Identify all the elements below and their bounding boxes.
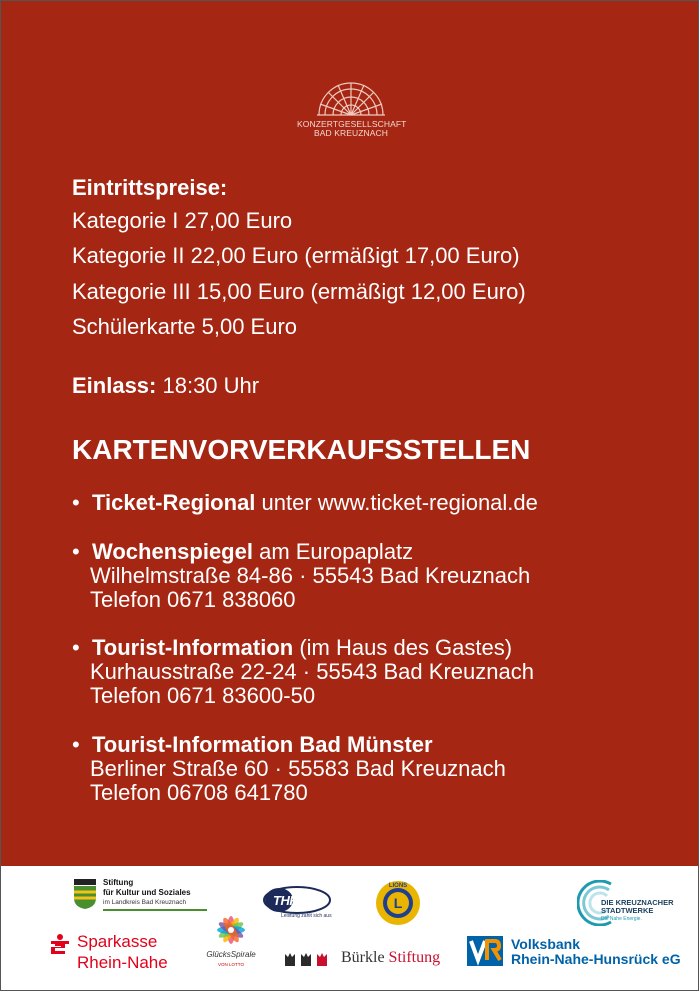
thress-wordmark [273,893,323,908]
konzertgesellschaft-logo-icon [311,69,391,121]
sponsor-bar [1,866,698,990]
info-panel [1,1,698,866]
sparkasse-s-icon [49,934,71,954]
outlet-name: Tourist-Information Bad Münster [92,732,433,757]
outlet-name: Wochenspiegel [92,539,253,564]
buerkle-text [341,949,440,967]
sponsor-stadtwerke [577,880,683,930]
buerkle-stiftung: Stiftung [388,949,441,966]
sponsor-thress [263,886,333,922]
sparkasse-line-1: Sparkasse [77,932,158,951]
buerkle-crown-icon [285,952,335,966]
logo-line-2: BAD KREUZNACH [313,128,389,138]
bullet-dot: • [72,732,80,757]
outlet-address: Kurhausstraße 22-24 · 55543 Bad Kreuznach [90,659,534,684]
konzertgesellschaft-logo [297,69,405,149]
outlet-phone: Telefon 0671 83600-50 [90,683,316,708]
thress-text: THRESS [273,893,323,908]
outlet-detail: am Europaplatz [252,539,414,564]
lions-text: LIONS [388,883,408,889]
outlet-phone: Telefon 06708 641780 [90,780,308,805]
stadtwerke-line-1: DIE KREUZNACHER [601,898,674,907]
gluecksspirale-flower-icon [213,912,249,948]
buerkle-name: Bürkle [341,949,385,966]
bullet-dot: • [72,635,80,660]
stiftung-line-3: im Landkreis Bad Kreuznach [103,899,187,906]
bullet-dot: • [72,539,80,564]
sponsor-gluecksspirale [201,912,261,982]
sponsor-stiftung [73,878,213,920]
outlet-item [72,636,534,708]
gluecksspirale-text: GlücksSpirale [206,950,256,959]
sponsor-sparkasse [49,932,179,976]
volksbank-line-1: Volksbank [511,936,580,952]
outlet-item [72,491,538,515]
prices-title: Eintrittspreise: [72,175,228,200]
outlet-phone: Telefon 0671 838060 [90,587,296,612]
outlet-detail: (im Haus des Gastes) [293,635,513,660]
price-row: Schülerkarte 5,00 Euro [72,314,298,339]
gluecksspirale-tagline: VON LOTTO [218,962,244,967]
outlet-name: Tourist-Information [92,635,294,660]
stiftung-rule [103,909,207,911]
stadtwerke-tagline: Die Nahe Energie. [601,916,642,922]
outlets-heading: KARTENVORVERKAUFSSTELLEN [72,434,531,465]
outlet-address: Berliner Straße 60 · 55583 Bad Kreuznach [90,756,506,781]
stadtwerke-line-2: STADTWERKE [601,906,654,915]
sparkasse-line-2: Rhein-Nahe [77,953,168,972]
volksbank-vr-icon [467,936,503,966]
stiftung-line-1: Stiftung [103,878,134,887]
sponsor-volksbank [467,936,687,970]
bullet-dot: • [72,490,80,515]
outlet-item [72,540,530,612]
outlet-address: Wilhelmstraße 84-86 · 55543 Bad Kreuznach [90,563,531,588]
price-row: Kategorie II 22,00 Euro (ermäßigt 17,00 Euro) [72,243,520,268]
outlet-name: Ticket-Regional [92,490,256,515]
lions-letter: L [393,895,403,911]
entry-time [72,373,259,399]
price-row: Kategorie I 27,00 Euro [72,208,293,233]
logo-line-1: KONZERTGESELLSCHAFT [297,119,407,129]
sponsor-buerkle [285,948,455,972]
volksbank-line-2: Rhein-Nahe-Hunsrück eG [511,951,681,967]
thress-tagline: Leistung zahlt sich aus [281,913,332,919]
entry-value: 18:30 Uhr [156,373,260,398]
price-row: Kategorie III 15,00 Euro (ermäßigt 12,00 Euro) [72,279,526,304]
outlet-detail: unter www.ticket-regional.de [255,490,538,515]
stiftung-line-2: für Kultur und Soziales [103,888,191,897]
entry-label: Einlass: [72,373,157,398]
outlet-item [72,733,506,805]
stiftung-crest-icon [73,878,97,910]
sponsor-lions [375,880,421,926]
